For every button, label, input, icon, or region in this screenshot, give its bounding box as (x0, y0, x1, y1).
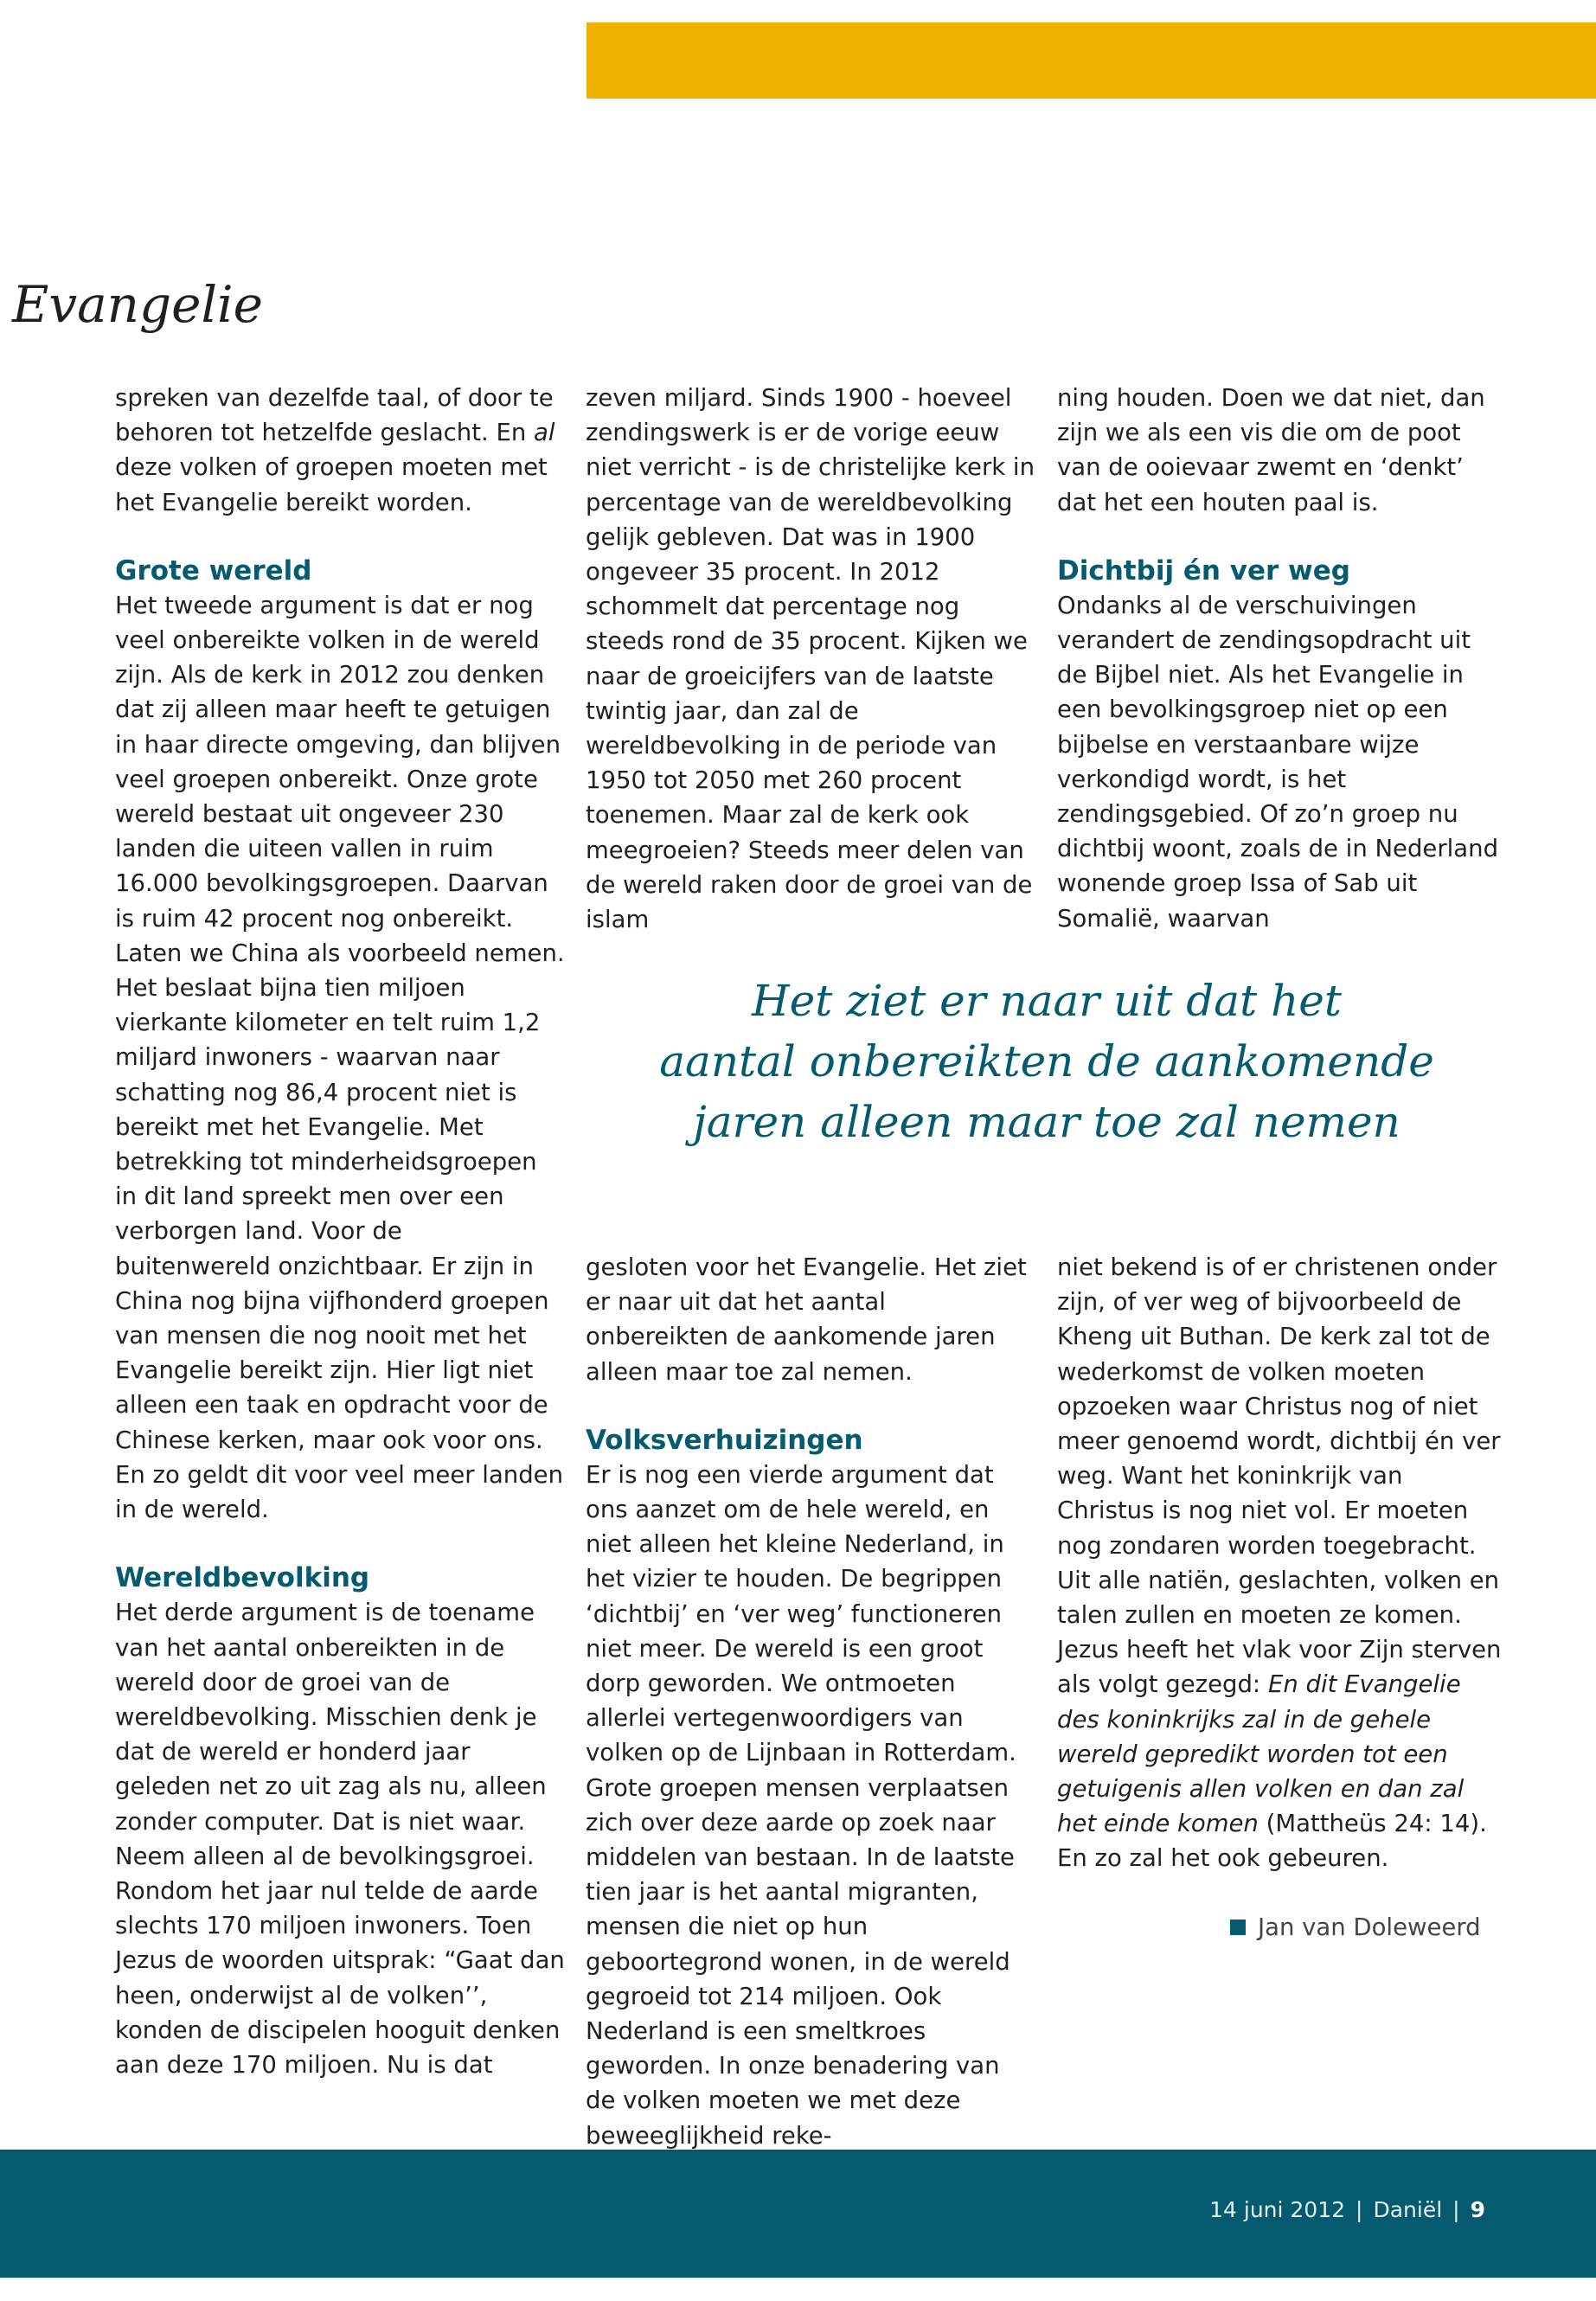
paragraph: zeven miljard. Sinds 1900 - hoeveel zendingswerk is er de vorige eeuw niet verricht - is de christelijke kerk in percentage van de wereldbevolking gelijk gebleven. Dat was in 1900 ongeveer 35 procent. In 2012 schommelt dat percentage nog steeds rond de 35 procent. Kijken we naar de groeicijfers van de laatste twintig jaar, dan zal de wereldbevolking in de periode van 1950 tot 2050 met 260 procent toenemen. Maar zal de kerk ook meegroeien? Steeds meer delen van de wereld raken door de groei van de islam (586, 384, 1035, 934)
paragraph: niet bekend is of er christenen onder zijn, of ver weg of bijvoorbeeld de Kheng uit Buthan. De kerk zal tot de wederkomst de volken moeten opzoeken waar Christus nog of niet meer genoemd wordt, dichtbij én ver weg. Want het koninkrijk van Christus is nog niet vol. Er moeten nog zondaren worden toegebracht. Uit alle natiën, geslachten, volken en talen zullen en moeten ze komen. Jezus heeft het vlak voor Zijn sterven als volgt gezegd: En dit Evangelie des koninkrijks zal in de gehele wereld gepredikt worden tot een getuigenis allen volken en dan zal het einde komen (Mattheüs 24: 14). En zo zal het ook gebeuren. (1057, 1253, 1502, 1873)
issue-date: 14 juni 2012 (1209, 2197, 1346, 2222)
subheading-wereldbevolking: Wereldbevolking (115, 1562, 370, 1594)
author-byline (1230, 1910, 1481, 1945)
column-3-top (1057, 381, 1507, 936)
paragraph: Ondanks al de verschuivingen verandert de zendingsopdracht uit de Bijbel niet. Als het Evangelie in een bevolkingsgroep niet op een bijbelse en verstaanbare wijze verkondigd wordt, is het zendingsgebied. Of zo’n groep nu dichtbij woont, zoals de in Nederland wonende groep Issa of Sab uit Somalië, waarvan (1057, 591, 1499, 933)
separator: | (1452, 2197, 1460, 2222)
quote-line: aantal onbereikten de aankomende (659, 1036, 1434, 1086)
paragraph: ning houden. Doen we dat niet, dan zijn we als een vis die om de poot van de ooievaar zwemt en ‘denkt’ dat het een houten paal is. (1057, 384, 1485, 516)
paragraph: spreken van dezelfde taal, of door te behoren tot hetzelfde geslacht. En al deze volken of groepen moeten met het Evangelie bereikt worden. (115, 384, 555, 516)
section-title: Evangelie (12, 275, 263, 334)
square-bullet-icon (1230, 1920, 1246, 1935)
column-3-bottom (1057, 1250, 1507, 1876)
pull-quote (606, 971, 1488, 1152)
paragraph: Het tweede argument is dat er nog veel onbereikte volken in de wereld zijn. Als de kerk in 2012 zou denken dat zij alleen maar heeft te getuigen in haar directe omgeving, dan blijven veel groepen onbereikt. Onze grote wereld bestaat uit ongeveer 230 landen die uiteen vallen in ruim 16.000 bevolkingsgroepen. Daarvan is ruim 42 procent nog onbereikt. Laten we China als voorbeeld nemen. Het beslaat bijna tien miljoen vierkante kilometer en telt ruim 1,2 miljard inwoners - waarvan naar schatting nog 86,4 procent niet is bereikt met het Evangelie. Met betrekking tot minderheidsgroepen in dit land spreekt men over een verborgen land. Voor de buitenwereld onzichtbaar. Er zijn in China nog bijna vijfhonderd groepen van mensen die nog nooit met het Evangelie bereikt zijn. Hier ligt niet alleen een taak en opdracht voor de Chinese kerken, maar ook voor ons. En zo geldt dit voor veel meer landen in de wereld. (115, 591, 565, 1524)
separator: | (1356, 2197, 1363, 2222)
subheading-dichtbij: Dichtbij én ver weg (1057, 554, 1350, 586)
quote-line: jaren alleen maar toe zal nemen (693, 1097, 1401, 1147)
column-2-bottom (586, 1250, 1035, 2153)
paragraph: gesloten voor het Evangelie. Het ziet er naar uit dat het aantal onbereikten de aankomende jaren alleen maar toe zal nemen. (586, 1253, 1027, 1386)
column-1 (115, 381, 565, 2082)
paragraph: Er is nog een vierde argument dat ons aanzet om de hele wereld, en niet alleen het kleine Nederland, in het vizier te houden. De begrippen ‘dichtbij’ en ‘ver weg’ functioneren niet meer. De wereld is een groot dorp geworden. We ontmoeten allerlei vertegenwoordigers van volken op de Lijnbaan in Rotterdam. Grote groepen mensen verplaatsen zich over deze aarde op zoek naar middelen van bestaan. In de laatste tien jaar is het aantal migranten, mensen die niet op hun geboortegrond wonen, in de wereld gegroeid tot 214 miljoen. Ook Nederland is een smeltkroes geworden. In onze benadering van de volken moeten we met deze beweeglijkheid reke- (586, 1460, 1016, 2150)
subheading-grote-wereld: Grote wereld (115, 554, 312, 586)
page-number: 9 (1470, 2197, 1485, 2222)
magazine-name: Daniël (1373, 2197, 1443, 2222)
accent-bar (586, 22, 1596, 99)
quote-line: Het ziet er naar uit dat het (752, 976, 1342, 1026)
footer-info (1209, 2193, 1485, 2227)
author-name: Jan van Doleweerd (1258, 1913, 1481, 1941)
column-2-top (586, 381, 1035, 937)
paragraph: Het derde argument is de toename van het aantal onbereikten in de wereld door de groei van de wereldbevolking. Misschien denk je dat de wereld er honderd jaar geleden net zo uit zag als nu, alleen zonder computer. Dat is niet waar. Neem alleen al de bevolkingsgroei. Rondom het jaar nul telde de aarde slechts 170 miljoen inwoners. Toen Jezus de woorden uitsprak: “Gaat dan heen, onderwijst al de volken’’, konden de discipelen hooguit denken aan deze 170 miljoen. Nu is dat (115, 1599, 565, 2079)
footer-bar (0, 2150, 1596, 2278)
subheading-volksverhuizingen: Volksverhuizingen (586, 1424, 863, 1456)
